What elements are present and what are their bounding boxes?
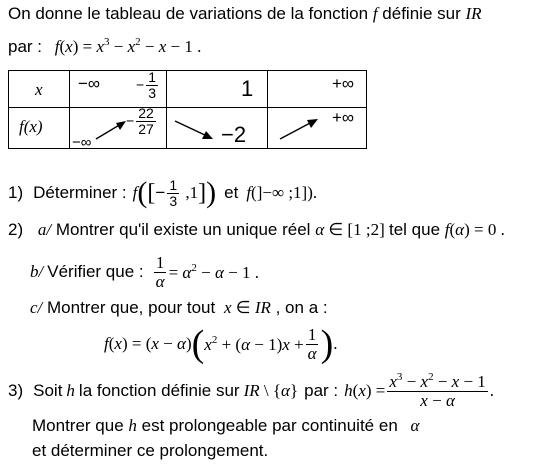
intro-line <box>8 4 482 24</box>
intro-text-a: On donne le tableau de variations de la fonction <box>8 4 369 23</box>
q1-et: et <box>224 183 239 202</box>
x-one: 1 <box>241 76 254 101</box>
q2b-text: Vérifier que : <box>47 262 144 282</box>
f-plus-inf: +∞ <box>332 108 355 127</box>
plus-inf: +∞ <box>332 74 355 93</box>
q1-expr1: f <box>132 183 138 202</box>
q2b-label: b/ <box>30 262 44 282</box>
q2a-expr: α ∈ [1 ;2] <box>315 220 389 239</box>
q3-text-a: Soit <box>33 380 63 400</box>
table-row-x <box>9 71 367 108</box>
q3-line2: Montrer que h est prolongeable par continuité en α <box>32 416 420 435</box>
minus-inf: −∞ <box>78 74 101 93</box>
q3-label: 3) <box>8 380 24 400</box>
q2b-expr: = $\alpha^2 - \alpha - 1$ . <box>168 261 259 282</box>
variation-table <box>8 70 367 149</box>
par-label: par : <box>8 37 43 56</box>
increasing-arrow-2 <box>278 116 320 142</box>
intro-def <box>8 36 201 57</box>
q1-label: 1) <box>8 183 24 202</box>
q1-text: Déterminer : <box>33 183 127 202</box>
question-2c: c/ Montrer que, pour tout x ∈ IR , on a : <box>30 298 328 317</box>
q2a-label: a/ <box>37 220 52 239</box>
f-minus-inf: −∞ <box>72 134 92 151</box>
q1-expr2: f(]−∞ ;1]). <box>246 183 318 202</box>
question-2a: 2) a/ Montrer qu'il existe un unique réel α ∈ [1 ;2] tel que f(α) = 0 . <box>8 220 505 239</box>
question-1: 1) Déterminer : f ( [ − $\frac{1}{3}$ ,1 ] ) et f(]−∞ ;1]). <box>8 176 318 209</box>
x-minus-one-third: − $\frac{1}{3}$ <box>136 69 156 101</box>
q2c-expr: f(x) = (x − α) ( $x^2 + (\alpha - 1)x$ + $\frac{1}{\alpha}$ ) . <box>104 323 338 365</box>
fx-definition: $f(x) = x^3 - x^2 - x - 1$ . <box>54 36 202 56</box>
set-ir: IR <box>465 4 482 23</box>
f-min-value: −2 <box>221 122 247 147</box>
q2c-label: c/ <box>30 298 43 317</box>
function-h: h <box>66 380 75 400</box>
q2a-text: Montrer qu'il existe un unique réel <box>55 220 311 239</box>
increasing-arrow-1 <box>94 118 128 142</box>
question-3: 3) Soit h la fonction définie sur IR \ {α} par : h(x) = $\frac{x^3 - x^2 - x - 1}{x - \alpha}$ . <box>8 371 495 410</box>
table-row-fx <box>9 108 367 149</box>
x-label: x <box>35 80 43 99</box>
question-2b <box>30 254 259 291</box>
fx-label: f(x) <box>19 117 43 136</box>
function-f: f <box>372 4 378 23</box>
q2-label: 2) <box>8 220 24 239</box>
q2b-fraction: $\frac{1}{\alpha}$ <box>155 253 165 291</box>
q2c-text: Montrer que, pour tout <box>47 298 216 317</box>
intro-text-b: définie sur <box>382 4 461 23</box>
q3-fraction: $\frac{x^3 - x^2 - x - 1}{x - \alpha}$ <box>389 371 486 410</box>
q3-text-b: la fonction définie sur <box>78 380 240 400</box>
f-max-value: − $\frac{22}{27}$ <box>126 105 154 137</box>
q3-par: par : <box>304 380 339 400</box>
decreasing-arrow <box>173 118 215 142</box>
q3-line3: et déterminer ce prolongement. <box>32 441 269 460</box>
